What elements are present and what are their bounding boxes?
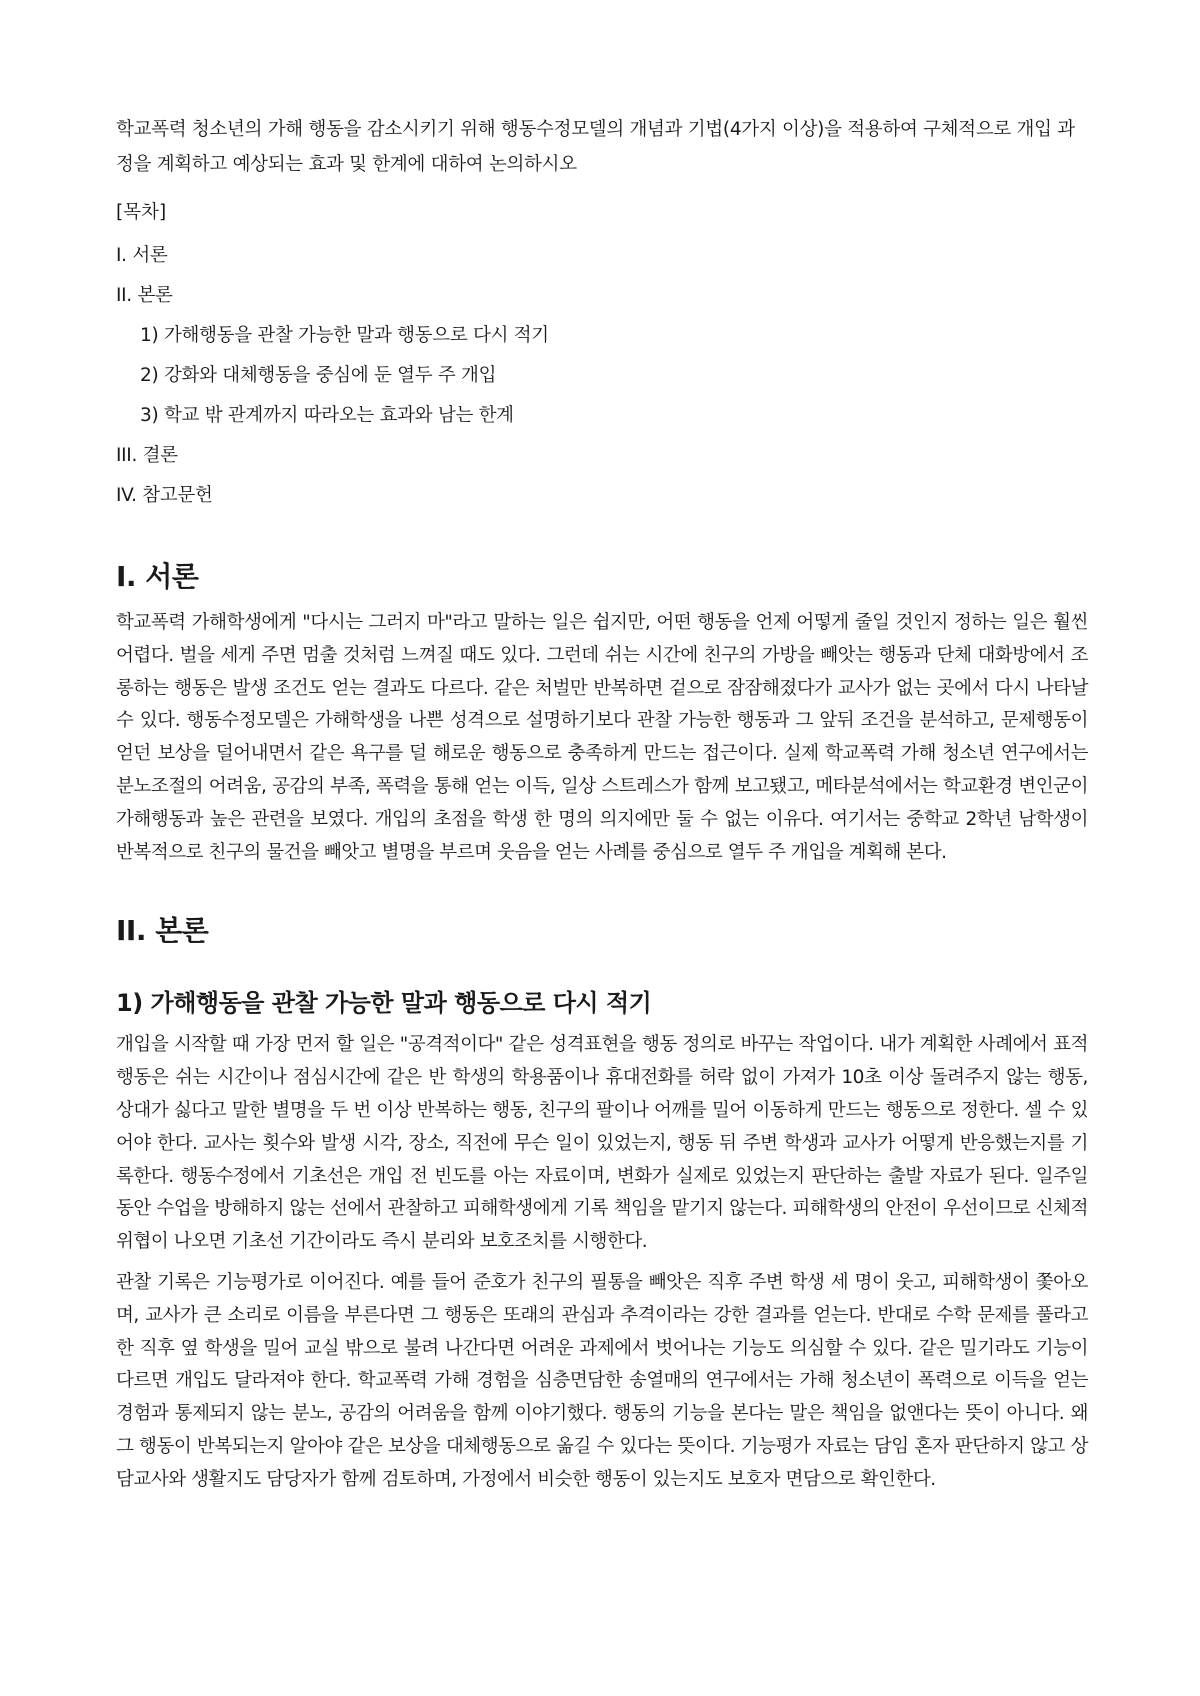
intro-title: I. 서론	[116, 560, 199, 593]
toc-item-references: IV. 참고문헌	[116, 485, 213, 506]
intro-paragraph: 학교폭력 가해학생에게 "다시는 그러지 마"라고 말하는 일은 쉽지만, 어떤 행동을 언제 어떻게 줄일 것인지 정하는 일은 훨씬 어렵다. 벌을 세게 주면 멈출 것처럼 느껴질 때도 있다. 그런데 쉬는 시간에 친구의 가방을 빼앗는 행동과 단체 대화방에서 조롱하는 행동은 발생 조건도 얻는 결과도 다르다. 같은 처벌만 반복하면 겉으로 잠잠해졌다가 교사가 없는 곳에서 다시 나타날 수 있다. 행동수정모델은 가해학생을 나쁜 성격으로 설명하기보다 관찰 가능한 행동과 그 앞뒤 조건을 분석하고, 문제행동이 얻던 보상을 덜어내면서 같은 욕구를 덜 해로운 행동으로 충족하게 만드는 접근이다. 실제 학교폭력 가해 청소년 연구에서는 분노조절의 어려움, 공감의 부족, 폭력을 통해 얻는 이득, 일상 스트레스가 함께 보고됐고, 메타분석에서는 학교환경 변인군이 가해행동과 높은 관련을 보였다. 개입의 초점을 학생 한 명의 의지에만 둘 수 없는 이유다. 여기서는 중학교 2학년 남학생이 반복적으로 친구의 물건을 빼앗고 별명을 부르며 웃음을 얻는 사례를 중심으로 열두 주 개입을 계획해 본다.	[116, 612, 1088, 863]
toc-list	[116, 235, 1088, 515]
toc-item-body: II. 본론	[116, 285, 173, 306]
toc-item-body-2: 2) 강화와 대체행동을 중심에 둔 열두 주 개입	[140, 365, 497, 386]
subsection-1-paragraph-1: 개입을 시작할 때 가장 먼저 할 일은 "공격적이다" 같은 성격표현을 행동 정의로 바꾸는 작업이다. 내가 계획한 사례에서 표적행동은 쉬는 시간이나 점심시간에 같은 반 학생의 학용품이나 휴대전화를 허락 없이 가져가 10초 이상 돌려주지 않는 행동, 상대가 싫다고 말한 별명을 두 번 이상 반복하는 행동, 친구의 팔이나 어깨를 밀어 이동하게 만드는 행동으로 정한다. 셀 수 있어야 한다. 교사는 횟수와 발생 시각, 장소, 직전에 무슨 일이 있었는지, 행동 뒤 주변 학생과 교사가 어떻게 반응했는지를 기록한다. 행동수정에서 기초선은 개입 전 빈도를 아는 자료이며, 변화가 실제로 있었는지 판단하는 출발 자료가 된다. 일주일 동안 수업을 방해하지 않는 선에서 관찰하고 피해학생에게 기록 책임을 맡기지 않는다. 피해학생의 안전이 우선이므로 신체적 위협이 나오면 기초선 기간이라도 즉시 분리와 보호조치를 시행한다.	[116, 1034, 1088, 1253]
toc-item-body-1: 1) 가해행동을 관찰 가능한 말과 행동으로 다시 적기	[140, 325, 549, 346]
toc-heading: [목차]	[116, 202, 167, 223]
assignment-prompt: 학교폭력 청소년의 가해 행동을 감소시키기 위해 행동수정모델의 개념과 기법(4가지 이상)을 적용하여 구체적으로 개입 과정을 계획하고 예상되는 효과 및 한계에 대하여 논의하시오	[116, 119, 1075, 175]
toc-item-conclusion: III. 결론	[116, 445, 178, 466]
body-title: II. 본론	[116, 914, 209, 948]
subsection-1-title: 1) 가해행동을 관찰 가능한 말과 행동으로 다시 적기	[116, 989, 652, 1018]
table-of-contents	[116, 190, 1088, 515]
subsection-1-paragraph-2: 관찰 기록은 기능평가로 이어진다. 예를 들어 준호가 친구의 필통을 빼앗은 직후 주변 학생 세 명이 웃고, 피해학생이 쫓아오며, 교사가 큰 소리로 이름을 부른다면 그 행동은 또래의 관심과 추격이라는 강한 결과를 얻는다. 반대로 수학 문제를 풀라고 한 직후 옆 학생을 밀어 교실 밖으로 불려 나간다면 어려운 과제에서 벗어나는 기능도 의심할 수 있다. 같은 밀기라도 기능이 다르면 개입도 달라져야 한다. 학교폭력 가해 경험을 심층면담한 송열매의 연구에서는 가해 청소년이 폭력으로 이득을 얻는 경험과 통제되지 않는 분노, 공감의 어려움을 함께 이야기했다. 행동의 기능을 본다는 말은 책임을 없앤다는 뜻이 아니다. 왜 그 행동이 반복되는지 알아야 같은 보상을 대체행동으로 옮길 수 있다는 뜻이다. 기능평가 자료는 담임 혼자 판단하지 않고 상담교사와 생활지도 담당자가 함께 검토하며, 가정에서 비슷한 행동이 있는지도 보호자 면담으로 확인한다.	[116, 1271, 1088, 1490]
toc-item-body-3: 3) 학교 밖 관계까지 따라오는 효과와 남는 한계	[140, 405, 514, 426]
toc-item-intro: I. 서론	[116, 245, 168, 266]
